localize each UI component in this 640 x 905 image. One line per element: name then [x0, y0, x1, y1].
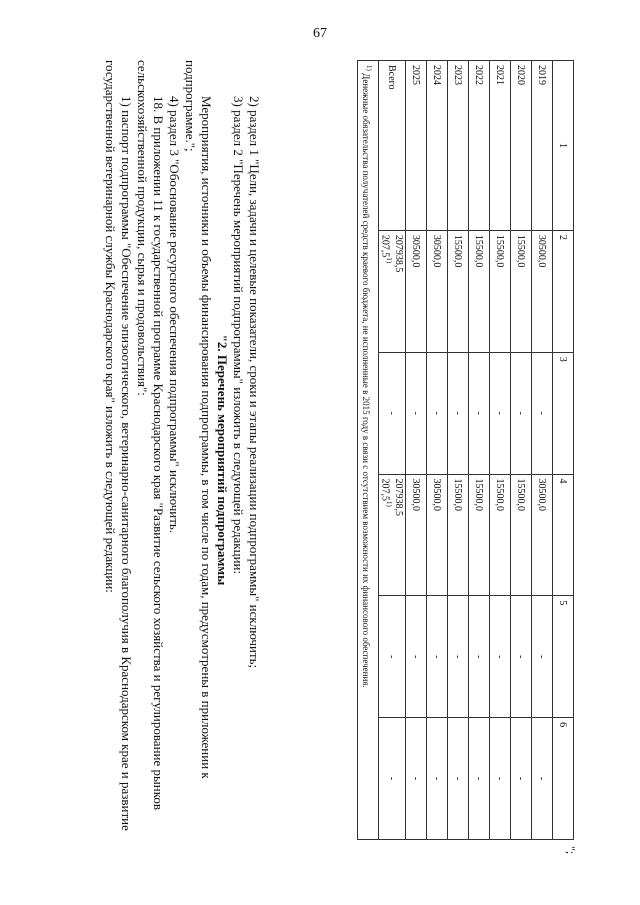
paragraph-item-3: 3) раздел 2 "Перечень мероприятий подпрограммы" изложить в следующей редакции: [231, 96, 246, 575]
value-cell: - [511, 718, 532, 840]
value-cell: - [469, 718, 490, 840]
total-label: Всего [378, 61, 405, 231]
total-value-cell [378, 230, 405, 352]
paragraph-item-18: 18. В приложении 11 к государственной программе Краснодарского края "Развитие сельского хозяйства и регулирование рынков сельскохозяйственной продукции, сырья и продовольствия": [135, 60, 166, 810]
table-row [532, 61, 553, 840]
paragraph-measures: Мероприятия, источники и объемы финансирования подпрограммы, в том числе по годам, предусмотрены в приложении к подпрограмме."; [183, 60, 214, 779]
value-cell: - [406, 352, 427, 474]
value-cell: 30500,0 [532, 474, 553, 596]
value-cell: - [406, 718, 427, 840]
paragraph-item-2: 2) раздел 1 "Цели, задачи и целевые показатели, сроки и этапы реализации подпрограммы" исключить; [247, 96, 262, 669]
total-value: 207938,5 [393, 478, 404, 517]
value-cell: - [427, 718, 448, 840]
year-cell: 2019 [532, 61, 553, 231]
year-cell: 2024 [427, 61, 448, 231]
value-cell: - [378, 596, 405, 718]
total-debt-number: 207,5 [379, 478, 391, 502]
value-cell: 15500,0 [469, 474, 490, 596]
footnote-cell [357, 61, 378, 840]
value-cell: - [511, 596, 532, 718]
value-cell: - [427, 352, 448, 474]
total-debt-value [380, 479, 393, 592]
value-cell: 30500,0 [406, 474, 427, 596]
total-value: 207938,5 [393, 234, 404, 273]
value-cell: - [427, 596, 448, 718]
value-cell: 15500,0 [490, 474, 511, 596]
header-cell: 5 [553, 596, 574, 718]
header-cell: 6 [553, 718, 574, 840]
header-cell: 2 [553, 230, 574, 352]
value-cell: - [511, 352, 532, 474]
year-cell: 2023 [448, 61, 469, 231]
value-cell: 30500,0 [427, 230, 448, 352]
body-text [102, 60, 262, 860]
paragraph-item-1: 1) паспорт подпрограммы "Обеспечение эпизоотического, ветеринарно-санитарного благополучия в Краснодарском крае и развитие государственной ветеринарной службы Краснодарского края" изложить в следующей редакции: [103, 60, 134, 831]
value-cell: 15500,0 [511, 230, 532, 352]
value-cell: - [532, 352, 553, 474]
section-heading: "2. Перечень мероприятий подпрограммы [215, 334, 230, 586]
table-row [490, 61, 511, 840]
table-row [406, 61, 427, 840]
year-cell: 2025 [406, 61, 427, 231]
header-cell: 4 [553, 474, 574, 596]
value-cell: 30500,0 [532, 230, 553, 352]
paragraph-item-4: 4) раздел 3 "Обоснование ресурсного обеспечения подпрограммы" исключить. [167, 96, 182, 534]
value-cell: - [448, 718, 469, 840]
value-cell: - [490, 352, 511, 474]
value-cell: 30500,0 [427, 474, 448, 596]
header-cell: 1 [553, 61, 574, 231]
year-cell: 2021 [490, 61, 511, 231]
page-number: 67 [313, 26, 327, 41]
table-row [427, 61, 448, 840]
value-cell: - [469, 596, 490, 718]
value-cell: 15500,0 [448, 230, 469, 352]
year-cell: 2022 [469, 61, 490, 231]
value-cell: - [490, 596, 511, 718]
value-cell: - [532, 718, 553, 840]
value-cell: - [532, 596, 553, 718]
value-cell: - [490, 718, 511, 840]
footnote-ref: 1) [385, 501, 393, 507]
total-debt-number: 207,5 [379, 234, 391, 258]
value-cell: 15500,0 [511, 474, 532, 596]
total-debt-value [380, 235, 393, 348]
header-cell: 3 [553, 352, 574, 474]
value-cell: 30500,0 [406, 230, 427, 352]
value-cell: - [448, 596, 469, 718]
value-cell: 15500,0 [490, 230, 511, 352]
value-cell: 15500,0 [448, 474, 469, 596]
footnote-mark: 1) [365, 65, 374, 71]
rotated-content [60, 40, 580, 880]
table-header-row [553, 61, 574, 840]
table-total-row [378, 61, 405, 840]
footnote-text: Денежные обязательства получателей средств краевого бюджета, не исполненные в 2015 году в связи с отсутствием возможности их финансового обеспечения. [361, 73, 372, 688]
table-row [448, 61, 469, 840]
year-cell: 2020 [511, 61, 532, 231]
value-cell: - [448, 352, 469, 474]
financing-table [357, 60, 574, 840]
value-cell: - [469, 352, 490, 474]
value-cell: - [406, 596, 427, 718]
footnote-row [357, 61, 378, 840]
value-cell: - [378, 352, 405, 474]
footnote-ref: 1) [385, 257, 393, 264]
total-value-cell [378, 474, 405, 596]
table-row [469, 61, 490, 840]
table-closing-quote: "; [564, 846, 578, 855]
value-cell: - [378, 718, 405, 840]
value-cell: 15500,0 [469, 230, 490, 352]
table-row [511, 61, 532, 840]
